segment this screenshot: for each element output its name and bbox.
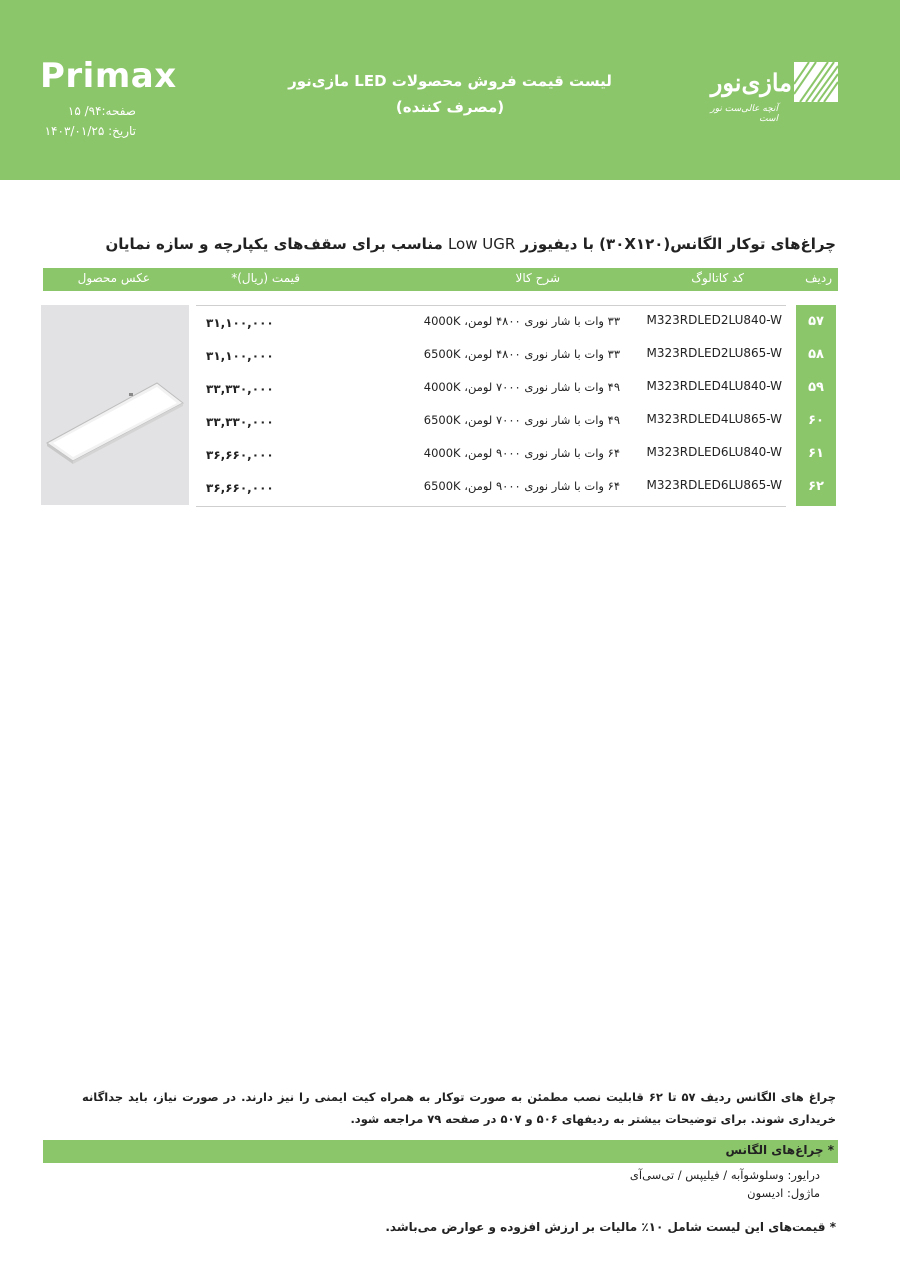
price-cell: ۳۳,۳۳۰,۰۰۰ bbox=[206, 382, 274, 396]
header-title-line2: (مصرف کننده) bbox=[395, 98, 505, 116]
description-cell: ۶۴ وات با شار نوری ۹۰۰۰ لومن، 6500K bbox=[423, 479, 620, 493]
section-title-rest: مناسب برای سقف‌های یکپارچه و سازه نمایان bbox=[105, 235, 443, 253]
price-cell: ۳۶,۶۶۰,۰۰۰ bbox=[206, 481, 274, 495]
price-table bbox=[196, 305, 824, 507]
module-spec: ماژول: ادیسون bbox=[747, 1186, 820, 1200]
logo-mark-icon bbox=[794, 62, 838, 102]
row-number-cell: ۵۸ bbox=[808, 347, 824, 362]
description-cell: ۴۹ وات با شار نوری ۷۰۰۰ لومن، 6500K bbox=[423, 413, 620, 427]
brand-name: Primax bbox=[40, 56, 177, 96]
price-cell: ۳۶,۶۶۰,۰۰۰ bbox=[206, 448, 274, 462]
header-price: قیمت (ریال)* bbox=[231, 271, 300, 285]
page-info bbox=[40, 101, 136, 141]
row-number-cell: ۶۰ bbox=[808, 413, 824, 428]
section-title bbox=[80, 235, 836, 253]
section-title-light: Low UGR bbox=[447, 235, 516, 253]
header-title-line1: لیست قیمت فروش محصولات LED مازی‌نور bbox=[288, 72, 612, 90]
header-image: عکس محصول bbox=[77, 271, 150, 285]
page-number: صفحه:۹۴/ ۱۵ bbox=[67, 104, 136, 118]
product-image bbox=[41, 305, 189, 505]
catalog-code-cell: M323RDLED6LU865-W bbox=[646, 478, 782, 492]
driver-spec: درایور: وسلوشوآبه / فیلیپس / تی‌سی‌آی bbox=[629, 1168, 820, 1182]
catalog-code-cell: M323RDLED4LU865-W bbox=[646, 412, 782, 426]
table-row bbox=[196, 374, 836, 406]
price-cell: ۳۳,۳۳۰,۰۰۰ bbox=[206, 415, 274, 429]
table-row bbox=[196, 308, 836, 340]
spec-title: * چراغ‌های الگانس bbox=[725, 1143, 834, 1157]
table-row bbox=[196, 473, 836, 505]
table-header-bar bbox=[43, 268, 838, 291]
spec-details bbox=[520, 1166, 820, 1202]
section-title-bold: چراغ‌های توکار الگانس(۳۰X۱۲۰) با دیفیوزر bbox=[520, 235, 836, 253]
catalog-code-cell: M323RDLED4LU840-W bbox=[646, 379, 782, 393]
header-title bbox=[260, 68, 640, 120]
table-row bbox=[196, 341, 836, 373]
header-code: کد کاتالوگ bbox=[691, 271, 744, 285]
catalog-code-cell: M323RDLED6LU840-W bbox=[646, 445, 782, 459]
table-row bbox=[196, 407, 836, 439]
description-cell: ۳۳ وات با شار نوری ۴۸۰۰ لومن، 6500K bbox=[423, 347, 620, 361]
row-number-cell: ۵۷ bbox=[808, 314, 824, 329]
row-number-cell: ۵۹ bbox=[808, 380, 824, 395]
description-cell: ۳۳ وات با شار نوری ۴۸۰۰ لومن، 4000K bbox=[423, 314, 620, 328]
header-row: ردیف bbox=[805, 271, 832, 285]
table-row bbox=[196, 440, 836, 472]
price-cell: ۳۱,۱۰۰,۰۰۰ bbox=[206, 349, 274, 363]
header-desc: شرح کالا bbox=[515, 271, 560, 285]
catalog-code-cell: M323RDLED2LU840-W bbox=[646, 313, 782, 327]
description-cell: ۴۹ وات با شار نوری ۷۰۰۰ لومن، 4000K bbox=[423, 380, 620, 394]
company-logo bbox=[696, 60, 846, 124]
spec-bar bbox=[43, 1140, 838, 1163]
row-number-cell: ۶۲ bbox=[808, 479, 824, 494]
logo-tagline: آنچه عالی‌ست نور است bbox=[710, 104, 778, 124]
page-header bbox=[0, 0, 900, 180]
row-number-cell: ۶۱ bbox=[808, 446, 824, 461]
installation-note: چراغ های الگانس ردیف ۵۷ تا ۶۲ قابلیت نصب مطمئن به صورت توکار به همراه کیت ایمنی را نیز دارند. در صورت نیاز، باید جداگانه خریداری شوند. برای توضیحات بیشتر به ردیفهای ۵۰۶ و ۵۰۷ در صفحه ۷۹ مراجعه شود. bbox=[82, 1090, 836, 1126]
panel-light-icon bbox=[41, 305, 189, 505]
description-cell: ۶۴ وات با شار نوری ۹۰۰۰ لومن، 4000K bbox=[423, 446, 620, 460]
date-label: تاریخ: ۱۴۰۳/۰۱/۲۵ bbox=[44, 124, 136, 138]
logo-word: مازی‌نور bbox=[710, 68, 792, 97]
price-cell: ۳۱,۱۰۰,۰۰۰ bbox=[206, 316, 274, 330]
tax-note: * قیمت‌های این لیست شامل ۱۰٪ مالیات بر ارزش افزوده و عوارض می‌باشد. bbox=[385, 1220, 836, 1234]
catalog-code-cell: M323RDLED2LU865-W bbox=[646, 346, 782, 360]
